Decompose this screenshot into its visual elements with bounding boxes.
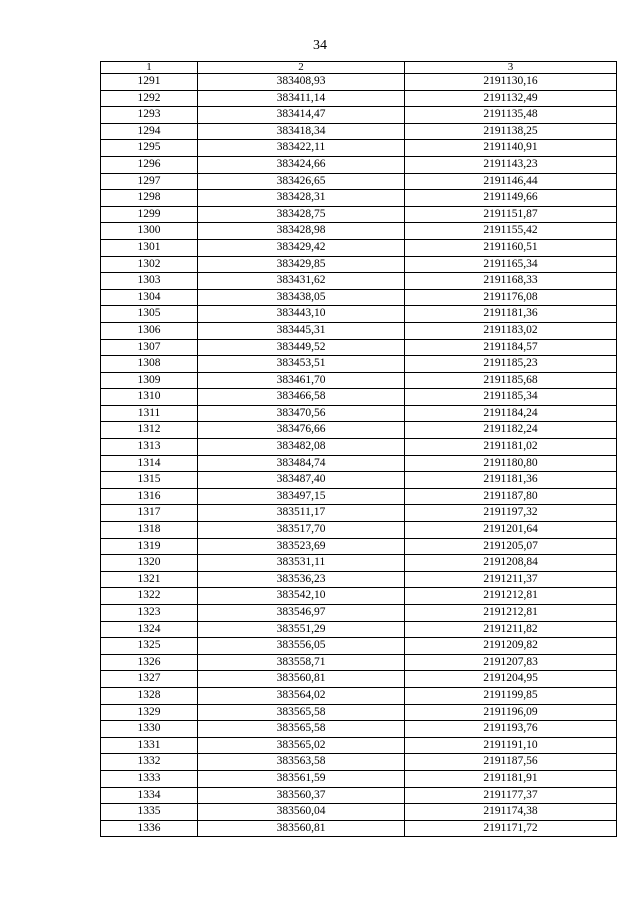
cell-y-coordinate: 2191201,64: [405, 522, 617, 539]
cell-x-coordinate: 383445,31: [198, 322, 405, 339]
cell-point-number: 1303: [101, 273, 198, 290]
table-row: [101, 671, 617, 688]
cell-x-coordinate: 383426,65: [198, 173, 405, 190]
table-row: [101, 605, 617, 622]
table-body: [101, 74, 617, 837]
cell-y-coordinate: 2191185,23: [405, 356, 617, 373]
cell-y-coordinate: 2191211,82: [405, 621, 617, 638]
cell-x-coordinate: 383565,58: [198, 721, 405, 738]
table-row: [101, 522, 617, 539]
table-row: [101, 140, 617, 157]
cell-point-number: 1298: [101, 190, 198, 207]
cell-point-number: 1329: [101, 704, 198, 721]
cell-point-number: 1327: [101, 671, 198, 688]
coordinates-table: [100, 61, 617, 837]
cell-y-coordinate: 2191212,81: [405, 605, 617, 622]
cell-x-coordinate: 383408,93: [198, 74, 405, 91]
cell-x-coordinate: 383536,23: [198, 571, 405, 588]
cell-point-number: 1320: [101, 555, 198, 572]
table-row: [101, 123, 617, 140]
cell-point-number: 1317: [101, 505, 198, 522]
cell-point-number: 1334: [101, 787, 198, 804]
table-row: [101, 74, 617, 91]
cell-y-coordinate: 2191207,83: [405, 654, 617, 671]
cell-point-number: 1330: [101, 721, 198, 738]
table-row: [101, 107, 617, 124]
cell-x-coordinate: 383428,98: [198, 223, 405, 240]
cell-x-coordinate: 383558,71: [198, 654, 405, 671]
cell-y-coordinate: 2191155,42: [405, 223, 617, 240]
cell-x-coordinate: 383431,62: [198, 273, 405, 290]
cell-x-coordinate: 383449,52: [198, 339, 405, 356]
cell-y-coordinate: 2191187,80: [405, 488, 617, 505]
table-row: [101, 256, 617, 273]
table-row: [101, 571, 617, 588]
cell-point-number: 1295: [101, 140, 198, 157]
cell-y-coordinate: 2191183,02: [405, 322, 617, 339]
table-row: [101, 455, 617, 472]
cell-point-number: 1336: [101, 820, 198, 837]
cell-y-coordinate: 2191146,44: [405, 173, 617, 190]
table-row: [101, 472, 617, 489]
cell-x-coordinate: 383517,70: [198, 522, 405, 539]
cell-x-coordinate: 383551,29: [198, 621, 405, 638]
cell-y-coordinate: 2191182,24: [405, 422, 617, 439]
table-row: [101, 754, 617, 771]
table-row: [101, 820, 617, 837]
cell-y-coordinate: 2191185,34: [405, 389, 617, 406]
cell-point-number: 1314: [101, 455, 198, 472]
table-row: [101, 737, 617, 754]
cell-point-number: 1333: [101, 770, 198, 787]
table-row: [101, 654, 617, 671]
cell-x-coordinate: 383484,74: [198, 455, 405, 472]
cell-x-coordinate: 383511,17: [198, 505, 405, 522]
cell-y-coordinate: 2191181,36: [405, 472, 617, 489]
cell-y-coordinate: 2191197,32: [405, 505, 617, 522]
cell-x-coordinate: 383411,14: [198, 90, 405, 107]
table-row: [101, 322, 617, 339]
cell-point-number: 1332: [101, 754, 198, 771]
table-row: [101, 704, 617, 721]
cell-y-coordinate: 2191149,66: [405, 190, 617, 207]
table-row: [101, 339, 617, 356]
cell-point-number: 1306: [101, 322, 198, 339]
table-row: [101, 190, 617, 207]
cell-point-number: 1309: [101, 372, 198, 389]
cell-point-number: 1310: [101, 389, 198, 406]
cell-x-coordinate: 383523,69: [198, 538, 405, 555]
cell-y-coordinate: 2191205,07: [405, 538, 617, 555]
cell-x-coordinate: 383546,97: [198, 605, 405, 622]
cell-point-number: 1304: [101, 289, 198, 306]
cell-x-coordinate: 383414,47: [198, 107, 405, 124]
cell-y-coordinate: 2191212,81: [405, 588, 617, 605]
cell-x-coordinate: 383453,51: [198, 356, 405, 373]
cell-x-coordinate: 383560,81: [198, 820, 405, 837]
table-row: [101, 538, 617, 555]
table-row: [101, 223, 617, 240]
cell-y-coordinate: 2191160,51: [405, 239, 617, 256]
column-header-x-coordinate: 2: [198, 62, 405, 74]
cell-x-coordinate: 383487,40: [198, 472, 405, 489]
table-row: [101, 422, 617, 439]
cell-y-coordinate: 2191204,95: [405, 671, 617, 688]
cell-y-coordinate: 2191135,48: [405, 107, 617, 124]
cell-point-number: 1313: [101, 439, 198, 456]
table-row: [101, 770, 617, 787]
table-row: [101, 505, 617, 522]
cell-y-coordinate: 2191193,76: [405, 721, 617, 738]
cell-y-coordinate: 2191196,09: [405, 704, 617, 721]
cell-x-coordinate: 383470,56: [198, 405, 405, 422]
cell-x-coordinate: 383461,70: [198, 372, 405, 389]
table-row: [101, 372, 617, 389]
cell-x-coordinate: 383565,02: [198, 737, 405, 754]
column-header-y-coordinate: 3: [405, 62, 617, 74]
cell-y-coordinate: 2191165,34: [405, 256, 617, 273]
cell-x-coordinate: 383418,34: [198, 123, 405, 140]
table-row: [101, 588, 617, 605]
cell-point-number: 1297: [101, 173, 198, 190]
cell-y-coordinate: 2191140,91: [405, 140, 617, 157]
cell-y-coordinate: 2191187,56: [405, 754, 617, 771]
table-row: [101, 787, 617, 804]
table-row: [101, 206, 617, 223]
cell-y-coordinate: 2191130,16: [405, 74, 617, 91]
cell-point-number: 1294: [101, 123, 198, 140]
table-row: [101, 289, 617, 306]
cell-y-coordinate: 2191191,10: [405, 737, 617, 754]
table-row: [101, 389, 617, 406]
cell-point-number: 1335: [101, 804, 198, 821]
cell-x-coordinate: 383542,10: [198, 588, 405, 605]
cell-point-number: 1311: [101, 405, 198, 422]
cell-x-coordinate: 383429,85: [198, 256, 405, 273]
cell-point-number: 1301: [101, 239, 198, 256]
cell-x-coordinate: 383531,11: [198, 555, 405, 572]
cell-y-coordinate: 2191208,84: [405, 555, 617, 572]
table-row: [101, 156, 617, 173]
cell-y-coordinate: 2191211,37: [405, 571, 617, 588]
cell-x-coordinate: 383560,81: [198, 671, 405, 688]
table-row: [101, 356, 617, 373]
cell-x-coordinate: 383482,08: [198, 439, 405, 456]
cell-y-coordinate: 2191184,57: [405, 339, 617, 356]
table-row: [101, 804, 617, 821]
table-row: [101, 306, 617, 323]
cell-point-number: 1324: [101, 621, 198, 638]
cell-y-coordinate: 2191209,82: [405, 638, 617, 655]
cell-y-coordinate: 2191171,72: [405, 820, 617, 837]
cell-x-coordinate: 383466,58: [198, 389, 405, 406]
cell-x-coordinate: 383556,05: [198, 638, 405, 655]
cell-point-number: 1323: [101, 605, 198, 622]
cell-x-coordinate: 383428,75: [198, 206, 405, 223]
cell-point-number: 1321: [101, 571, 198, 588]
cell-x-coordinate: 383428,31: [198, 190, 405, 207]
cell-x-coordinate: 383560,04: [198, 804, 405, 821]
cell-y-coordinate: 2191184,24: [405, 405, 617, 422]
cell-point-number: 1292: [101, 90, 198, 107]
cell-x-coordinate: 383560,37: [198, 787, 405, 804]
table-row: [101, 405, 617, 422]
table-row: [101, 621, 617, 638]
cell-point-number: 1315: [101, 472, 198, 489]
cell-x-coordinate: 383564,02: [198, 687, 405, 704]
table-row: [101, 488, 617, 505]
table-row: [101, 721, 617, 738]
cell-y-coordinate: 2191181,36: [405, 306, 617, 323]
cell-point-number: 1296: [101, 156, 198, 173]
table-row: [101, 273, 617, 290]
cell-y-coordinate: 2191138,25: [405, 123, 617, 140]
cell-y-coordinate: 2191176,08: [405, 289, 617, 306]
cell-x-coordinate: 383476,66: [198, 422, 405, 439]
cell-y-coordinate: 2191132,49: [405, 90, 617, 107]
cell-point-number: 1293: [101, 107, 198, 124]
cell-y-coordinate: 2191177,37: [405, 787, 617, 804]
cell-point-number: 1308: [101, 356, 198, 373]
cell-x-coordinate: 383561,59: [198, 770, 405, 787]
cell-y-coordinate: 2191143,23: [405, 156, 617, 173]
cell-x-coordinate: 383563,58: [198, 754, 405, 771]
cell-point-number: 1300: [101, 223, 198, 240]
cell-point-number: 1299: [101, 206, 198, 223]
cell-y-coordinate: 2191199,85: [405, 687, 617, 704]
cell-point-number: 1319: [101, 538, 198, 555]
cell-x-coordinate: 383422,11: [198, 140, 405, 157]
table-row: [101, 239, 617, 256]
table-row: [101, 439, 617, 456]
cell-point-number: 1307: [101, 339, 198, 356]
cell-point-number: 1302: [101, 256, 198, 273]
cell-x-coordinate: 383497,15: [198, 488, 405, 505]
cell-point-number: 1291: [101, 74, 198, 91]
cell-x-coordinate: 383424,66: [198, 156, 405, 173]
cell-y-coordinate: 2191180,80: [405, 455, 617, 472]
cell-point-number: 1305: [101, 306, 198, 323]
cell-point-number: 1331: [101, 737, 198, 754]
cell-point-number: 1326: [101, 654, 198, 671]
cell-y-coordinate: 2191181,02: [405, 439, 617, 456]
table-row: [101, 555, 617, 572]
cell-y-coordinate: 2191168,33: [405, 273, 617, 290]
cell-point-number: 1328: [101, 687, 198, 704]
table-row: [101, 687, 617, 704]
column-header-point-number: 1: [101, 62, 198, 74]
cell-x-coordinate: 383438,05: [198, 289, 405, 306]
table-row: [101, 90, 617, 107]
cell-y-coordinate: 2191181,91: [405, 770, 617, 787]
cell-point-number: 1312: [101, 422, 198, 439]
cell-y-coordinate: 2191174,38: [405, 804, 617, 821]
cell-point-number: 1316: [101, 488, 198, 505]
cell-point-number: 1318: [101, 522, 198, 539]
page-number: 34: [313, 38, 327, 53]
cell-y-coordinate: 2191185,68: [405, 372, 617, 389]
table-row: [101, 638, 617, 655]
cell-x-coordinate: 383565,58: [198, 704, 405, 721]
cell-x-coordinate: 383443,10: [198, 306, 405, 323]
cell-y-coordinate: 2191151,87: [405, 206, 617, 223]
cell-point-number: 1322: [101, 588, 198, 605]
table-header-row: [101, 62, 617, 74]
table-row: [101, 173, 617, 190]
cell-point-number: 1325: [101, 638, 198, 655]
cell-x-coordinate: 383429,42: [198, 239, 405, 256]
